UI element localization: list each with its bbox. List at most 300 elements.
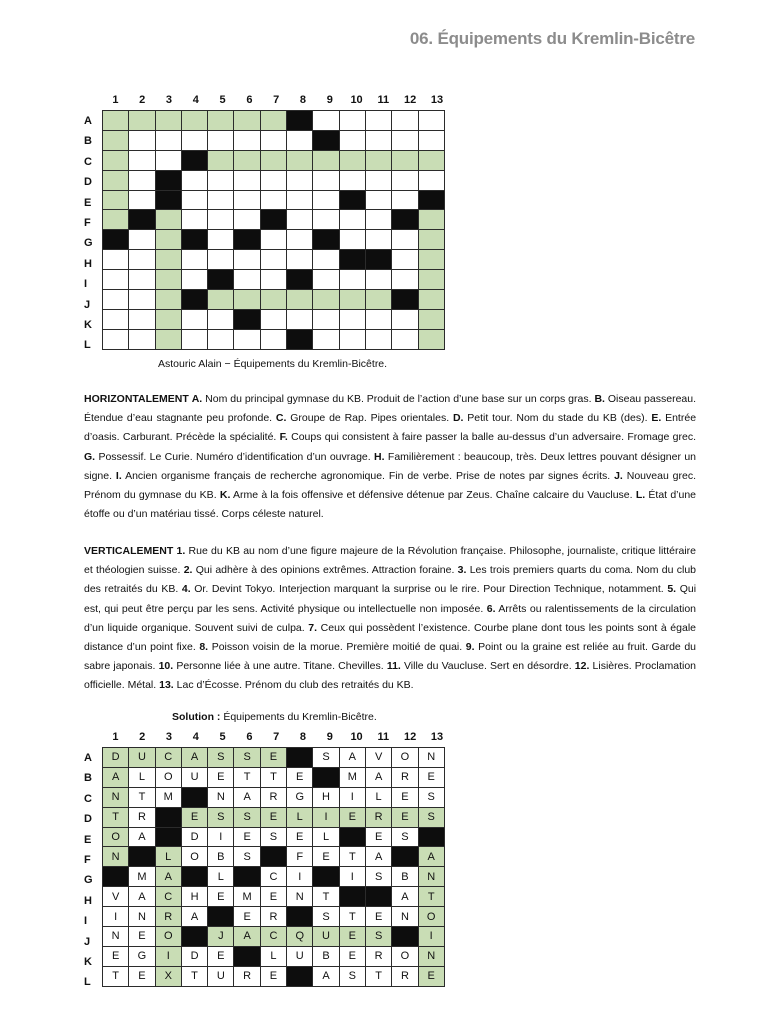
column-header: 5 [219, 94, 226, 106]
grid-cell[interactable] [365, 130, 391, 150]
grid-cell: U [287, 946, 313, 966]
grid-cell[interactable] [208, 111, 234, 131]
grid-cell: R [392, 767, 418, 787]
grid-cell: N [208, 787, 234, 807]
grid-cell: N [392, 907, 418, 927]
grid-cell[interactable] [418, 170, 444, 190]
grid-cell[interactable] [208, 170, 234, 190]
grid-cell[interactable] [129, 250, 155, 270]
grid-cell[interactable] [234, 150, 260, 170]
puzzle-caption: Astouric Alain − Équipements du Kremlin-Bicêtre. [158, 358, 388, 370]
clue-label: K. [219, 489, 231, 502]
grid-cell[interactable] [103, 210, 129, 230]
grid-cell: E [313, 847, 339, 867]
clue-text: Arme à la fois offensive et défensive détenue par Zeus. Chaîne calcaire du Vaucluse. [233, 489, 633, 502]
grid-cell[interactable] [103, 290, 129, 310]
black-cell [155, 807, 181, 827]
grid-cell[interactable] [181, 329, 207, 349]
column-header: 4 [192, 94, 199, 106]
grid-cell[interactable] [129, 150, 155, 170]
clue-label: F. [279, 431, 288, 444]
grid-cell[interactable] [103, 130, 129, 150]
grid-cell: H [313, 787, 339, 807]
column-header: 6 [246, 731, 253, 743]
grid-cell[interactable] [181, 309, 207, 329]
grid-cell: M [155, 787, 181, 807]
grid-cell[interactable] [155, 150, 181, 170]
grid-cell[interactable] [339, 210, 365, 230]
grid-cell[interactable] [418, 270, 444, 290]
grid-cell[interactable] [392, 190, 418, 210]
grid-cell: L [129, 767, 155, 787]
grid-cell: A [392, 887, 418, 907]
grid-cell[interactable] [365, 329, 391, 349]
grid-cell: S [418, 787, 444, 807]
grid-cell: N [418, 946, 444, 966]
grid-cell: I [418, 927, 444, 947]
grid-cell[interactable] [260, 130, 286, 150]
grid-cell: S [365, 927, 391, 947]
clue-text: Rue du KB au nom d’une figure majeure de la Révolution française. Philosophe, journaliste, critique littéraire et théologien suisse. [84, 545, 696, 577]
grid-cell[interactable] [181, 130, 207, 150]
grid-cell[interactable] [339, 111, 365, 131]
black-cell [392, 847, 418, 867]
black-cell [339, 887, 365, 907]
grid-cell: V [103, 887, 129, 907]
grid-cell[interactable] [129, 290, 155, 310]
grid-cell[interactable] [181, 190, 207, 210]
grid-cell: T [129, 787, 155, 807]
grid-cell[interactable] [260, 150, 286, 170]
grid-cell[interactable] [365, 190, 391, 210]
grid-cell[interactable] [155, 290, 181, 310]
black-cell [155, 170, 181, 190]
grid-cell[interactable] [392, 170, 418, 190]
black-cell [418, 827, 444, 847]
solution-column-headers [102, 731, 450, 745]
grid-cell[interactable] [208, 230, 234, 250]
grid-cell[interactable] [260, 190, 286, 210]
grid-cell[interactable] [418, 250, 444, 270]
grid-cell[interactable] [129, 230, 155, 250]
grid-cell: S [234, 748, 260, 768]
clue-text: Ceux qui possèdent l’existence. Courbe plane dont tous les points sont à égale distance d’un point fixe. [84, 621, 696, 654]
grid-cell: R [365, 946, 391, 966]
clue-text: Petit tour. Nom du stade du KB (des). [467, 412, 648, 425]
grid-cell[interactable] [287, 290, 313, 310]
grid-cell[interactable] [103, 309, 129, 329]
row-label: F [84, 853, 91, 866]
grid-cell[interactable] [365, 170, 391, 190]
grid-cell[interactable] [155, 111, 181, 131]
grid-cell: S [208, 807, 234, 827]
column-header: 9 [326, 94, 333, 106]
grid-cell: L [260, 946, 286, 966]
clue-text: Oiseau passereau. Étendue d’eau stagnante peu profonde. [84, 393, 697, 425]
black-cell [339, 190, 365, 210]
grid-cell[interactable] [339, 309, 365, 329]
row-label: L [84, 339, 91, 352]
grid-cell[interactable] [260, 270, 286, 290]
grid-cell: U [313, 927, 339, 947]
row-label: E [84, 196, 92, 209]
grid-cell[interactable] [234, 270, 260, 290]
grid-cell: E [339, 927, 365, 947]
grid-cell[interactable] [103, 250, 129, 270]
grid-cell[interactable] [418, 111, 444, 131]
grid-cell[interactable] [392, 250, 418, 270]
column-header: 6 [246, 94, 253, 106]
grid-cell[interactable] [392, 230, 418, 250]
grid-cell[interactable] [392, 150, 418, 170]
grid-cell[interactable] [103, 329, 129, 349]
grid-cell[interactable] [313, 210, 339, 230]
grid-cell: S [208, 748, 234, 768]
grid-cell: T [260, 767, 286, 787]
grid-cell[interactable] [208, 210, 234, 230]
grid-cell[interactable] [365, 150, 391, 170]
grid-row [103, 150, 445, 170]
clue-label: E. [651, 412, 662, 425]
column-header: 4 [192, 731, 199, 743]
grid-cell[interactable] [313, 111, 339, 131]
grid-cell[interactable] [103, 111, 129, 131]
black-cell [234, 867, 260, 887]
grid-cell[interactable] [339, 329, 365, 349]
grid-cell[interactable] [313, 190, 339, 210]
grid-cell: A [234, 927, 260, 947]
grid-cell: O [103, 827, 129, 847]
grid-cell[interactable] [287, 130, 313, 150]
solution-row-labels [78, 748, 98, 993]
grid-cell: T [365, 966, 391, 986]
grid-cell[interactable] [129, 111, 155, 131]
grid-cell: S [260, 827, 286, 847]
grid-cell[interactable] [129, 309, 155, 329]
black-cell [129, 210, 155, 230]
grid-cell[interactable] [155, 329, 181, 349]
solution-caption-text: Équipements du Kremlin-Bicêtre. [220, 711, 377, 723]
grid-cell: A [181, 748, 207, 768]
black-cell [392, 927, 418, 947]
grid-cell[interactable] [392, 111, 418, 131]
column-header: 2 [139, 731, 146, 743]
row-label: B [84, 772, 92, 785]
grid-cell[interactable] [129, 170, 155, 190]
column-header: 3 [165, 94, 173, 106]
clue-text: Or. Devint Tokyo. Interjection marquant la surprise ou le rire. Pour Direction Technique, notamment. [194, 583, 664, 596]
clue-text: Arrêts ou ralentissements de la circulation d’un liquide organique. Souvent suivi de culpa. [84, 602, 697, 634]
clue-text: Lac d’Écosse. Prénom du club des retraités du KB. [176, 679, 414, 692]
grid-cell[interactable] [155, 230, 181, 250]
grid-cell: O [181, 847, 207, 867]
grid-cell[interactable] [208, 329, 234, 349]
grid-cell[interactable] [287, 190, 313, 210]
grid-cell[interactable] [129, 190, 155, 210]
grid-row [103, 130, 445, 150]
black-cell [313, 767, 339, 787]
clue-text: Groupe de Rap. Pipes orientales. [290, 412, 450, 425]
grid-cell[interactable] [234, 250, 260, 270]
black-cell [313, 230, 339, 250]
grid-cell[interactable] [103, 190, 129, 210]
grid-cell[interactable] [103, 170, 129, 190]
grid-cell[interactable] [418, 290, 444, 310]
grid-cell: O [155, 767, 181, 787]
grid-cell[interactable] [365, 210, 391, 230]
grid-cell[interactable] [313, 250, 339, 270]
grid-cell[interactable] [365, 111, 391, 131]
grid-cell: R [260, 907, 286, 927]
grid-cell: F [287, 847, 313, 867]
grid-cell[interactable] [234, 290, 260, 310]
row-label: D [84, 813, 92, 826]
grid-cell[interactable] [260, 250, 286, 270]
grid-cell: D [103, 748, 129, 768]
grid-row [103, 210, 445, 230]
column-header: 5 [219, 731, 226, 743]
grid-cell: E [287, 767, 313, 787]
row-label: L [84, 976, 91, 989]
clue-label: 12. [574, 660, 590, 673]
grid-cell: O [155, 927, 181, 947]
grid-cell[interactable] [208, 190, 234, 210]
grid-cell[interactable] [339, 290, 365, 310]
grid-cell[interactable] [260, 230, 286, 250]
grid-cell: E [392, 787, 418, 807]
grid-cell[interactable] [234, 329, 260, 349]
clue-text: Poisson voisin de la morue. Première moitié de quai. [211, 641, 463, 654]
grid-cell[interactable] [260, 170, 286, 190]
grid-cell[interactable] [287, 210, 313, 230]
grid-cell: S [234, 847, 260, 867]
grid-cell[interactable] [155, 270, 181, 290]
clue-text: Personne liée à une autre. Titane. Chevilles. [176, 660, 384, 673]
grid-cell[interactable] [418, 230, 444, 250]
grid-cell[interactable] [260, 290, 286, 310]
clue-label: H. [374, 450, 385, 463]
grid-cell: C [260, 867, 286, 887]
grid-cell[interactable] [103, 270, 129, 290]
column-header: 1 [112, 94, 119, 106]
clue-text: État d’une étoffe ou d’un matériau tissé. Corps céleste naturel. [84, 489, 697, 521]
grid-cell[interactable] [339, 170, 365, 190]
grid-cell[interactable] [313, 150, 339, 170]
row-label: C [84, 155, 92, 168]
grid-cell[interactable] [234, 130, 260, 150]
grid-row [103, 927, 445, 947]
grid-cell: E [234, 827, 260, 847]
grid-cell[interactable] [313, 170, 339, 190]
black-cell [287, 111, 313, 131]
grid-cell[interactable] [181, 170, 207, 190]
grid-cell[interactable] [313, 270, 339, 290]
grid-cell[interactable] [260, 309, 286, 329]
grid-cell[interactable] [313, 329, 339, 349]
grid-cell: O [392, 946, 418, 966]
grid-cell: A [418, 847, 444, 867]
grid-cell[interactable] [392, 329, 418, 349]
row-label: J [84, 298, 91, 311]
grid-cell: A [155, 867, 181, 887]
grid-cell[interactable] [155, 210, 181, 230]
grid-cell: E [418, 767, 444, 787]
grid-cell[interactable] [365, 309, 391, 329]
grid-cell[interactable] [234, 170, 260, 190]
grid-cell[interactable] [234, 190, 260, 210]
grid-cell[interactable] [287, 250, 313, 270]
grid-cell[interactable] [339, 130, 365, 150]
grid-cell[interactable] [208, 250, 234, 270]
grid-cell: O [418, 907, 444, 927]
grid-cell: L [287, 807, 313, 827]
clue-text: Coups qui consistent à faire passer la balle au-dessus d’un adversaire. Fromage grec. [291, 431, 696, 444]
grid-cell[interactable] [234, 210, 260, 230]
grid-cell[interactable] [392, 270, 418, 290]
puzzle-column-headers [102, 94, 450, 108]
grid-cell[interactable] [208, 309, 234, 329]
grid-cell: Q [287, 927, 313, 947]
grid-cell: B [313, 946, 339, 966]
clue-text: Possessif. Le Curie. Numéro d’identification d’un ouvrage. [98, 450, 371, 463]
black-cell [339, 250, 365, 270]
grid-cell: D [181, 827, 207, 847]
grid-cell: R [260, 787, 286, 807]
grid-cell[interactable] [103, 150, 129, 170]
grid-cell[interactable] [181, 210, 207, 230]
grid-cell: A [365, 847, 391, 867]
grid-cell[interactable] [418, 309, 444, 329]
grid-cell: I [313, 807, 339, 827]
grid-cell: G [129, 946, 155, 966]
grid-cell: E [260, 887, 286, 907]
grid-row [103, 966, 445, 986]
row-label: F [84, 216, 91, 229]
grid-cell[interactable] [287, 309, 313, 329]
black-cell [103, 230, 129, 250]
grid-cell: A [365, 767, 391, 787]
grid-cell: I [208, 827, 234, 847]
grid-cell[interactable] [313, 290, 339, 310]
column-header: 8 [299, 94, 307, 106]
grid-cell[interactable] [181, 250, 207, 270]
puzzle-row-labels [78, 111, 98, 356]
grid-cell[interactable] [208, 290, 234, 310]
grid-cell[interactable] [418, 150, 444, 170]
grid-row [103, 767, 445, 787]
grid-cell: G [287, 787, 313, 807]
clue-text: Nouveau grec. Prénom du gymnase du KB. [84, 469, 697, 502]
grid-cell[interactable] [155, 130, 181, 150]
grid-row [103, 250, 445, 270]
grid-cell[interactable] [181, 270, 207, 290]
grid-cell[interactable] [339, 150, 365, 170]
grid-cell: B [208, 847, 234, 867]
grid-cell: N [103, 787, 129, 807]
grid-cell[interactable] [129, 270, 155, 290]
grid-cell: C [260, 927, 286, 947]
grid-cell[interactable] [129, 329, 155, 349]
grid-cell[interactable] [155, 309, 181, 329]
column-header: 11 [377, 94, 390, 106]
grid-cell: E [260, 748, 286, 768]
row-label: E [84, 833, 92, 846]
column-header: 2 [139, 94, 146, 106]
grid-row [103, 907, 445, 927]
grid-cell[interactable] [260, 111, 286, 131]
black-cell [208, 907, 234, 927]
column-header: 3 [165, 731, 173, 743]
grid-cell: J [208, 927, 234, 947]
solution-caption-label: Solution : [172, 711, 221, 723]
grid-cell[interactable] [181, 111, 207, 131]
grid-cell: T [339, 847, 365, 867]
clue-text: Lisières. Proclamation officielle. Métal. [84, 660, 697, 692]
grid-cell: N [418, 748, 444, 768]
grid-cell[interactable] [208, 150, 234, 170]
grid-cell[interactable] [365, 290, 391, 310]
grid-cell[interactable] [339, 230, 365, 250]
grid-cell[interactable] [392, 130, 418, 150]
grid-cell: E [365, 907, 391, 927]
column-header: 12 [404, 94, 417, 106]
grid-cell: E [234, 907, 260, 927]
grid-cell: A [129, 827, 155, 847]
black-cell [181, 867, 207, 887]
clue-text: Qui adhère à des opinions extrêmes. Attraction foraine. [195, 564, 455, 577]
grid-cell[interactable] [313, 309, 339, 329]
grid-cell[interactable] [155, 250, 181, 270]
black-cell [287, 907, 313, 927]
clue-label: 7. [308, 621, 318, 634]
grid-cell[interactable] [418, 329, 444, 349]
grid-cell[interactable] [208, 130, 234, 150]
grid-cell: U [208, 966, 234, 986]
grid-cell[interactable] [287, 230, 313, 250]
grid-cell[interactable] [418, 130, 444, 150]
grid-cell: E [260, 966, 286, 986]
grid-cell[interactable] [287, 150, 313, 170]
grid-cell[interactable] [365, 230, 391, 250]
grid-cell: L [208, 867, 234, 887]
solution-grid [102, 747, 445, 987]
grid-cell[interactable] [365, 270, 391, 290]
black-cell [234, 946, 260, 966]
black-cell [208, 270, 234, 290]
grid-cell[interactable] [418, 210, 444, 230]
grid-cell: N [103, 847, 129, 867]
grid-cell[interactable] [287, 170, 313, 190]
grid-cell[interactable] [260, 329, 286, 349]
clue-text: Qui est, qui peut être perçu par les sens. Activité physique ou intellectuelle non imposée. [84, 583, 697, 615]
grid-cell[interactable] [234, 111, 260, 131]
grid-cell: N [287, 887, 313, 907]
grid-cell[interactable] [339, 270, 365, 290]
grid-cell[interactable] [392, 309, 418, 329]
black-cell [287, 748, 313, 768]
grid-row [103, 309, 445, 329]
clue-label: 9. [465, 641, 475, 654]
clue-text: Ville du Vaucluse. Sert en désordre. [403, 660, 572, 673]
grid-cell: T [181, 966, 207, 986]
grid-row [103, 190, 445, 210]
black-cell [181, 927, 207, 947]
grid-cell: T [103, 966, 129, 986]
grid-row [103, 329, 445, 349]
grid-cell[interactable] [129, 130, 155, 150]
clue-text: Les trois premiers quarts du coma. Nom du club des retraités du KB. [84, 564, 696, 596]
clue-label: B. [594, 393, 605, 405]
